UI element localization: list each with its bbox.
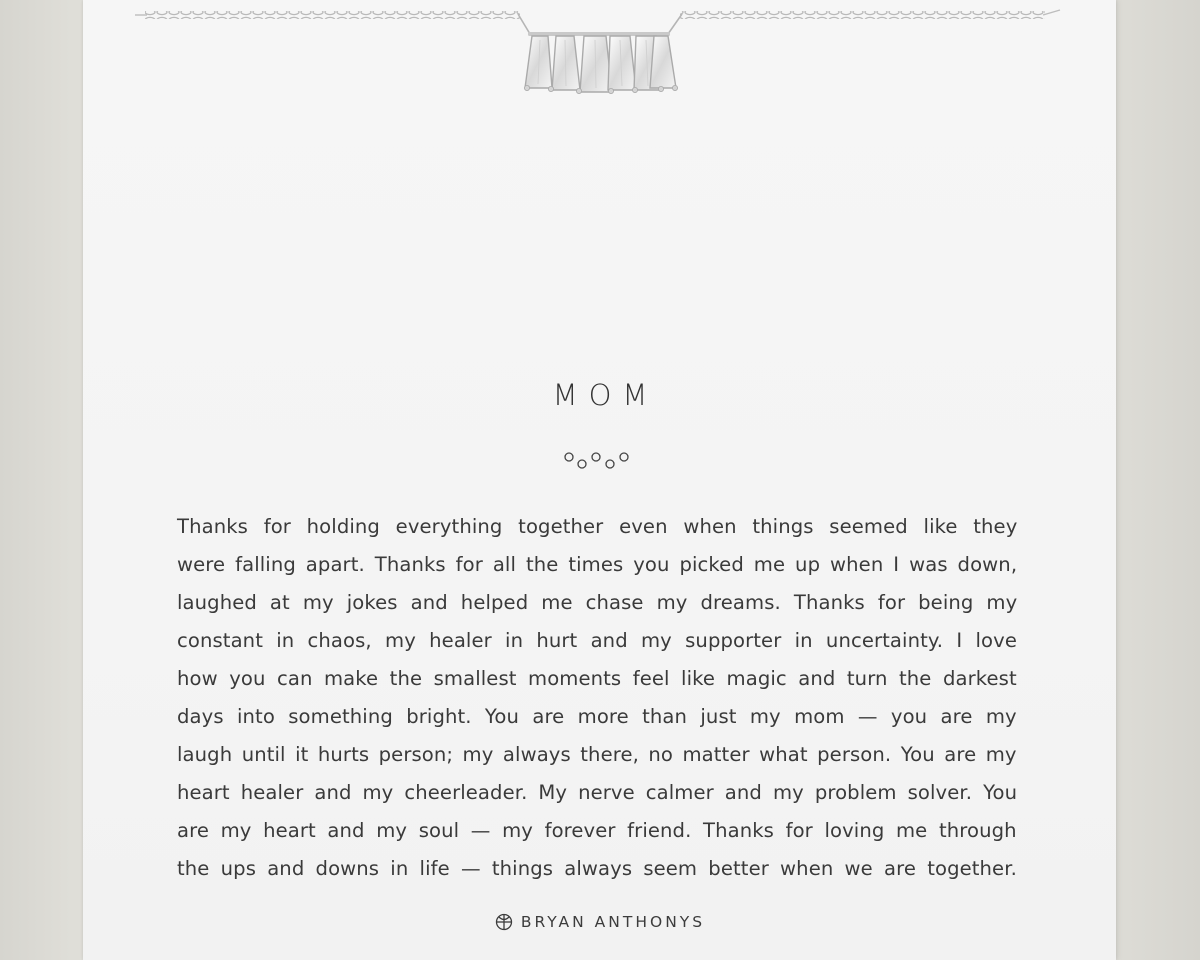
message-line: laughed at my jokes and helped me chase my dreams. Thanks for being my bbox=[177, 591, 1018, 614]
message-line: are my heart and my soul — my forever friend. Thanks for loving me through bbox=[177, 819, 1017, 842]
necklace-pendant-icon bbox=[0, 0, 1200, 110]
message-line: days into something bright. You are more than just my mom — you are my bbox=[177, 705, 1017, 728]
message-line: constant in chaos, my healer in hurt and my supporter in uncertainty. I love bbox=[177, 629, 1017, 652]
message-line: laugh until it hurts person; my always there, no matter what person. You are my bbox=[177, 743, 1017, 766]
brand-signature bbox=[0, 913, 1200, 931]
message-line: Thanks for holding everything together even when things seemed like they bbox=[177, 515, 1018, 538]
circles-ornament-icon bbox=[560, 448, 640, 472]
message-line: were falling apart. Thanks for all the times you picked me up when I was down, bbox=[177, 553, 1018, 576]
globe-logo-icon bbox=[495, 913, 513, 931]
message-line: how you can make the smallest moments feel like magic and turn the darkest bbox=[177, 667, 1017, 690]
card-message bbox=[177, 508, 1017, 888]
card-title: MOM bbox=[552, 378, 659, 412]
message-line: heart healer and my cheerleader. My nerve calmer and my problem solver. You bbox=[177, 781, 1018, 804]
brand-name: BRYAN ANTHONYS bbox=[520, 913, 706, 931]
message-line: the ups and downs in life — things always seem better when we are together. bbox=[177, 857, 1017, 880]
